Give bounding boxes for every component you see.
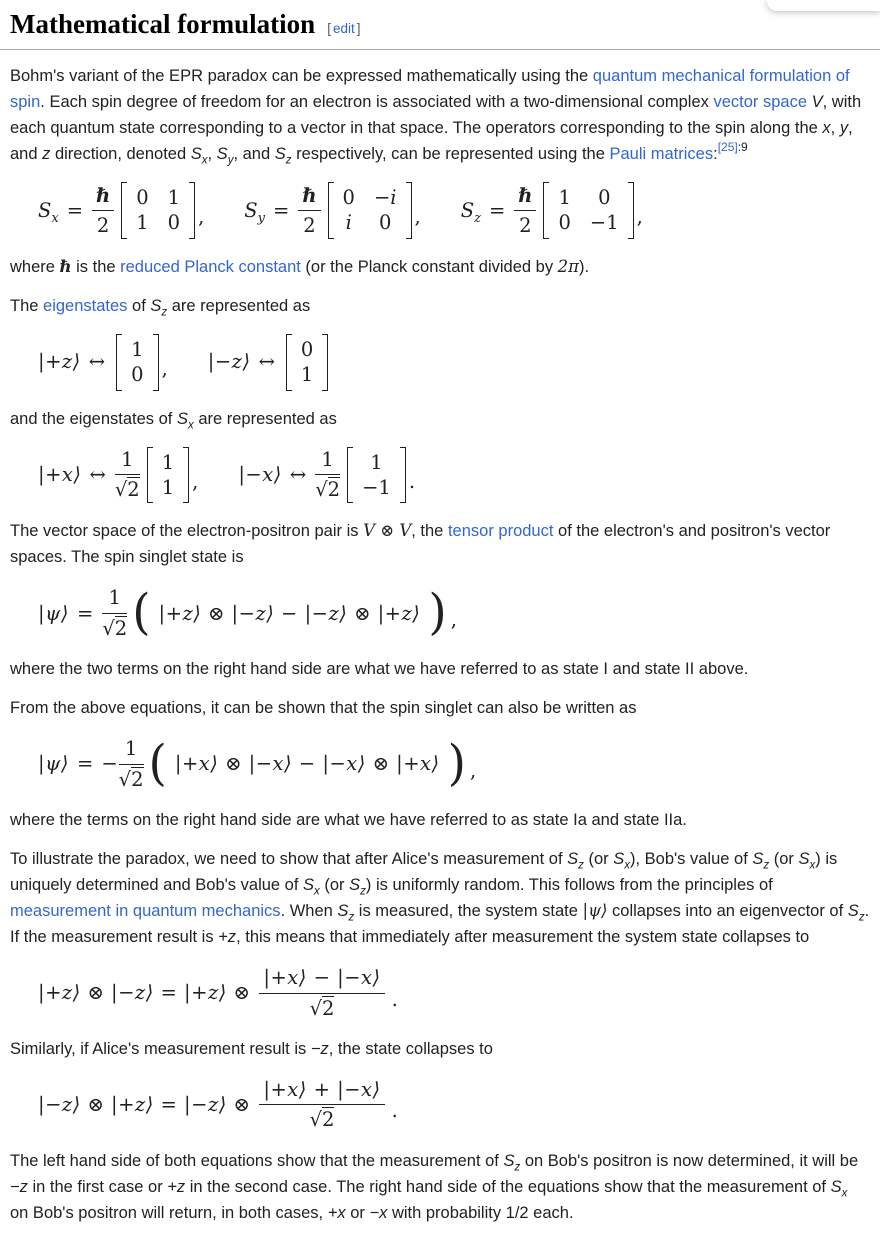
paragraph-state-I-II xyxy=(10,656,870,682)
math-V-tensor-V: V ⊗ V xyxy=(363,521,412,541)
section-heading-row xyxy=(0,6,880,50)
fraction-1-sqrt2: $\frac{1}{√2}$ xyxy=(118,737,144,791)
equals-sign: = xyxy=(273,198,290,222)
text: of the electron's and positron's vector spaces. The spin singlet state is xyxy=(10,522,831,567)
text: . When xyxy=(280,902,338,921)
text: or xyxy=(345,1203,370,1222)
ket-minus-x: |−x⟩ xyxy=(238,463,282,487)
subscript: x xyxy=(187,418,194,431)
radical-sign: √ xyxy=(309,996,323,1020)
text: Similarly, if Alice's measurement result is xyxy=(10,1039,311,1058)
comma: , xyxy=(198,205,205,229)
text: where the two terms on the right hand side are what we have referred to as state I and state II above. xyxy=(10,660,749,679)
equation-collapse-minus-z xyxy=(38,1077,870,1133)
link-vector-space[interactable]: vector space xyxy=(713,92,808,111)
math-var-z: z xyxy=(42,144,51,163)
paragraph-intro xyxy=(10,63,870,167)
text: , the xyxy=(411,522,448,541)
text: (or xyxy=(583,849,614,868)
equation-singlet-x: |ψ⟩ = − $\frac{1}{√2}$ ( |+x⟩ ⊗ |−x⟩ − |−x⟩ ⊗ |+x⟩ ) , xyxy=(38,734,477,793)
paragraph-tensor-product xyxy=(10,518,870,570)
paragraph-similarly xyxy=(10,1036,870,1062)
subscript: z xyxy=(578,859,584,872)
math-var-Sz: S xyxy=(274,144,286,163)
bracket-right xyxy=(183,447,189,504)
equals-sign: = xyxy=(488,198,506,222)
text: . If the measurement result is xyxy=(10,902,870,947)
period: . xyxy=(391,987,398,1011)
paragraph-conclusion xyxy=(10,1148,870,1226)
text: in the first case or xyxy=(27,1177,168,1196)
ket-plus-z: |+z⟩ xyxy=(38,350,81,374)
edit-link[interactable]: edit xyxy=(332,21,355,36)
edit-bracket-close: ] xyxy=(356,21,361,36)
period: . xyxy=(391,1099,398,1123)
subscript: x xyxy=(841,1186,848,1199)
text: (or the Planck constant divided by xyxy=(300,257,558,276)
math-minus-z: −z xyxy=(10,1177,28,1196)
text: , and xyxy=(10,118,853,163)
text: , with each quantum state corresponding to a vector in that space. The operators corresponding to the spin along the xyxy=(10,92,862,137)
leftrightarrow: ↔ xyxy=(289,463,307,487)
comma: , xyxy=(192,469,199,493)
subscript: x xyxy=(201,154,208,167)
radical-sign: √ xyxy=(114,478,128,502)
subscript: x xyxy=(809,859,816,872)
text: and the eigenstates of xyxy=(10,409,177,428)
math-var-Sx: S xyxy=(190,144,202,163)
subscript: z xyxy=(514,1160,521,1173)
radical-sign: √ xyxy=(118,767,132,791)
text: respectively, can be represented using the xyxy=(291,144,610,163)
text: ) is uniformly random. This follows from the principles of xyxy=(365,876,773,894)
floating-panel-fragment[interactable] xyxy=(767,0,880,11)
subscript: x xyxy=(51,210,59,226)
link-quantum-mechanical-formulation-of-spin[interactable]: quantum mechanical formulation of spin xyxy=(10,66,850,111)
subscript: y xyxy=(227,154,234,167)
subscript: x xyxy=(624,859,630,872)
math-ket-psi-inline: |ψ⟩ xyxy=(582,901,608,921)
paragraph-hbar xyxy=(10,254,870,280)
bracket-right xyxy=(628,182,634,239)
link-measurement-in-quantum-mechanics[interactable]: measurement in quantum mechanics xyxy=(10,902,281,921)
fraction-kets-sqrt2: $\frac{|+x⟩ + |-x⟩}{√2}$ xyxy=(259,1077,384,1133)
math-var-Sx: S xyxy=(176,409,188,428)
minus-sign: − xyxy=(101,752,118,776)
link-pauli-matrices[interactable]: Pauli matrices xyxy=(609,144,714,163)
fraction-1-sqrt2: $\frac{1}{√2}$ xyxy=(102,586,128,640)
text: From the above equations, it can be shown that the spin singlet can also be written as xyxy=(10,699,637,718)
ket-minus-z: |−z⟩ xyxy=(207,350,251,374)
equation-collapse-plus-z xyxy=(38,965,870,1021)
ref-page: :9 xyxy=(737,140,748,155)
text: are represented as xyxy=(193,409,337,428)
radical-sign: √ xyxy=(315,478,328,502)
math-var-x: x xyxy=(822,118,831,137)
math-var-Sz: S xyxy=(847,902,859,921)
math-plus-x: +x xyxy=(327,1203,346,1222)
period: . xyxy=(408,469,416,493)
text: are represented as xyxy=(167,296,311,315)
math-var-Sx: S xyxy=(303,876,315,894)
matrix-sz: 1 0 0 −1 xyxy=(543,182,633,239)
text: ) is uniquely determined and Bob's value of xyxy=(10,849,838,894)
text: . Each spin degree of freedom for an electron is associated with a two-dimensional complex xyxy=(40,92,714,111)
fraction-hbar-2: $\frac{\text{ℏ}}{2}$ xyxy=(298,183,320,239)
eigen-x-minus xyxy=(238,447,415,504)
radical-sign: √ xyxy=(102,616,115,640)
eigen-z-plus xyxy=(38,334,168,391)
math-minus-x: −x xyxy=(369,1203,388,1222)
comma: , xyxy=(636,205,643,229)
text: ), Bob's value of xyxy=(630,849,753,868)
text: is measured, the system state xyxy=(354,902,583,921)
text: To illustrate the paradox, we need to show that after Alice's measurement of xyxy=(10,849,568,868)
subscript: z xyxy=(474,210,481,226)
text: The xyxy=(10,296,44,315)
text: , the state collapses to xyxy=(328,1039,493,1058)
math-var-Sx: S xyxy=(613,849,625,868)
paragraph-illustrate-paradox xyxy=(10,846,870,950)
math-var-Sz: S xyxy=(567,849,579,868)
ket-plus-x: |+x⟩ xyxy=(38,463,82,487)
text: , and xyxy=(233,144,275,163)
text: Bohm's variant of the EPR paradox can be expressed mathematically using the xyxy=(10,66,593,85)
equals-sign: = xyxy=(76,752,94,776)
equation-eigenstates-z xyxy=(38,334,870,391)
comma: , xyxy=(414,205,421,229)
edit-bracket-open: [ xyxy=(327,21,331,36)
equation-pauli-matrices xyxy=(38,182,870,239)
section-title: Mathematical formulation xyxy=(10,9,316,39)
text: of xyxy=(127,296,151,315)
reference-25 xyxy=(718,140,748,154)
column-vector: 1 0 xyxy=(116,334,158,391)
pauli-term-sx xyxy=(38,182,204,239)
comma: , xyxy=(469,758,477,782)
paragraph-eigenstates-sx xyxy=(10,406,870,432)
link-eigenstates[interactable]: eigenstates xyxy=(43,296,128,315)
math-var-Sz: S xyxy=(752,849,764,868)
equals-sign: = xyxy=(66,198,84,222)
text: The vector space of the electron-positron pair is xyxy=(10,522,364,541)
radical-sign: √ xyxy=(309,1108,323,1132)
ket-psi: |ψ⟩ xyxy=(38,752,69,776)
text: (or xyxy=(769,849,799,868)
subscript: z xyxy=(763,859,770,872)
collapse-mz-lhs: |−z⟩ ⊗ |+z⟩ = |−z⟩ ⊗ xyxy=(38,1093,251,1117)
math-var-Sz: S xyxy=(337,902,349,921)
text: , xyxy=(207,144,217,163)
paragraph-state-Ia-IIa xyxy=(10,807,870,833)
text: on Bob's positron will return, in both cases, xyxy=(10,1203,328,1222)
math-var-Sx: S xyxy=(830,1177,842,1196)
bracket-right xyxy=(400,447,406,504)
eigen-x-plus xyxy=(38,447,198,504)
text: : xyxy=(713,144,718,163)
math-var-Sx: S xyxy=(798,849,810,868)
paragraph-from-above xyxy=(10,695,870,721)
math-S: S xyxy=(460,198,475,222)
math-var-y: y xyxy=(839,118,849,137)
math-var-Sz: S xyxy=(503,1151,515,1170)
comma: , xyxy=(450,607,457,631)
fraction-kets-sqrt2: $\frac{|+x⟩ - |-x⟩}{√2}$ xyxy=(259,965,384,1021)
fraction-hbar-2: $\frac{\text{ℏ}}{2}$ xyxy=(514,183,536,239)
bracket-right xyxy=(153,334,159,391)
text: where xyxy=(10,257,60,276)
math-S: S xyxy=(244,198,258,222)
subscript: x xyxy=(314,885,320,898)
paragraph-eigenstates-sz xyxy=(10,293,870,319)
edit-section xyxy=(327,18,360,39)
comma: , xyxy=(161,357,168,381)
math-2pi: 2π xyxy=(557,256,579,276)
math-var-Sy: S xyxy=(216,144,228,163)
math-S: S xyxy=(38,198,52,222)
eigen-z-minus xyxy=(208,334,329,391)
link-tensor-product[interactable]: tensor product xyxy=(447,522,554,541)
equation-eigenstates-x xyxy=(38,447,870,504)
bracket-right xyxy=(322,334,328,391)
column-vector: 1 1 xyxy=(147,447,189,504)
link-reduced-planck-constant[interactable]: reduced Planck constant xyxy=(120,257,301,276)
equals-sign: = xyxy=(76,601,94,625)
pauli-term-sy xyxy=(244,182,420,239)
singlet-x-body: |+x⟩ ⊗ |−x⟩ − |−x⟩ ⊗ |+x⟩ xyxy=(174,752,440,776)
text: is the xyxy=(71,257,121,276)
ket-psi: |ψ⟩ xyxy=(38,601,69,625)
fraction-1-sqrt2: $\frac{1}{√2}$ xyxy=(315,448,341,502)
text: collapses into an eigenvector of xyxy=(607,902,848,921)
matrix-sy: 0 −i i 0 xyxy=(328,182,412,239)
text: with probability 1/2 each. xyxy=(387,1203,574,1222)
pauli-term-sz xyxy=(461,182,643,239)
column-vector: 1 −1 xyxy=(347,447,406,504)
math-minus-z: −z xyxy=(310,1039,329,1058)
math-var-Sz: S xyxy=(349,876,361,894)
text: The left hand side of both equations show that the measurement of xyxy=(10,1151,504,1170)
math-plus-z: +z xyxy=(218,928,237,947)
singlet-z-body: |+z⟩ ⊗ |−z⟩ − |−z⟩ ⊗ |+z⟩ xyxy=(158,601,421,625)
text: direction, denoted xyxy=(50,144,191,163)
column-vector: 0 1 xyxy=(286,334,328,391)
leftrightarrow: ↔ xyxy=(88,350,106,374)
bracket-right xyxy=(189,182,195,239)
text: (or xyxy=(319,876,350,894)
ref-link-25[interactable]: [25] xyxy=(717,140,738,155)
subscript: z xyxy=(858,911,865,924)
subscript: z xyxy=(161,306,168,319)
math-plus-z: +z xyxy=(167,1177,186,1196)
subscript: z xyxy=(360,885,366,898)
text: in the second case. The right hand side of the equations show that the measurement of xyxy=(185,1177,831,1196)
text: , this means that immediately after measurement the system state collapses to xyxy=(236,928,810,947)
subscript: z xyxy=(285,154,292,167)
text: on Bob's positron is now determined, it will be xyxy=(520,1151,859,1170)
matrix-sx: 0 1 1 0 xyxy=(121,182,195,239)
math-hbar: ℏ xyxy=(59,256,72,276)
text: ). xyxy=(579,257,590,276)
bracket-right xyxy=(406,182,412,239)
text: where the terms on the right hand side are what we have referred to as state Ia and state IIa. xyxy=(10,810,687,829)
leftrightarrow: ↔ xyxy=(89,463,106,487)
collapse-pz-lhs: |+z⟩ ⊗ |−z⟩ = |+z⟩ ⊗ xyxy=(38,981,251,1005)
math-var-Sz: S xyxy=(150,296,162,315)
subscript: z xyxy=(348,911,355,924)
fraction-hbar-2: $\frac{\text{ℏ}}{2}$ xyxy=(92,183,114,239)
leftrightarrow: ↔ xyxy=(258,350,275,374)
equation-singlet-z: |ψ⟩ = $\frac{1}{√2}$ ( |+z⟩ ⊗ |−z⟩ − |−z⟩ ⊗ |+z⟩ ) , xyxy=(38,584,457,642)
math-var-V: V xyxy=(811,92,823,111)
fraction-1-sqrt2: $\frac{1}{√2}$ xyxy=(114,448,140,502)
subscript: y xyxy=(257,210,265,226)
text: , xyxy=(830,118,840,137)
